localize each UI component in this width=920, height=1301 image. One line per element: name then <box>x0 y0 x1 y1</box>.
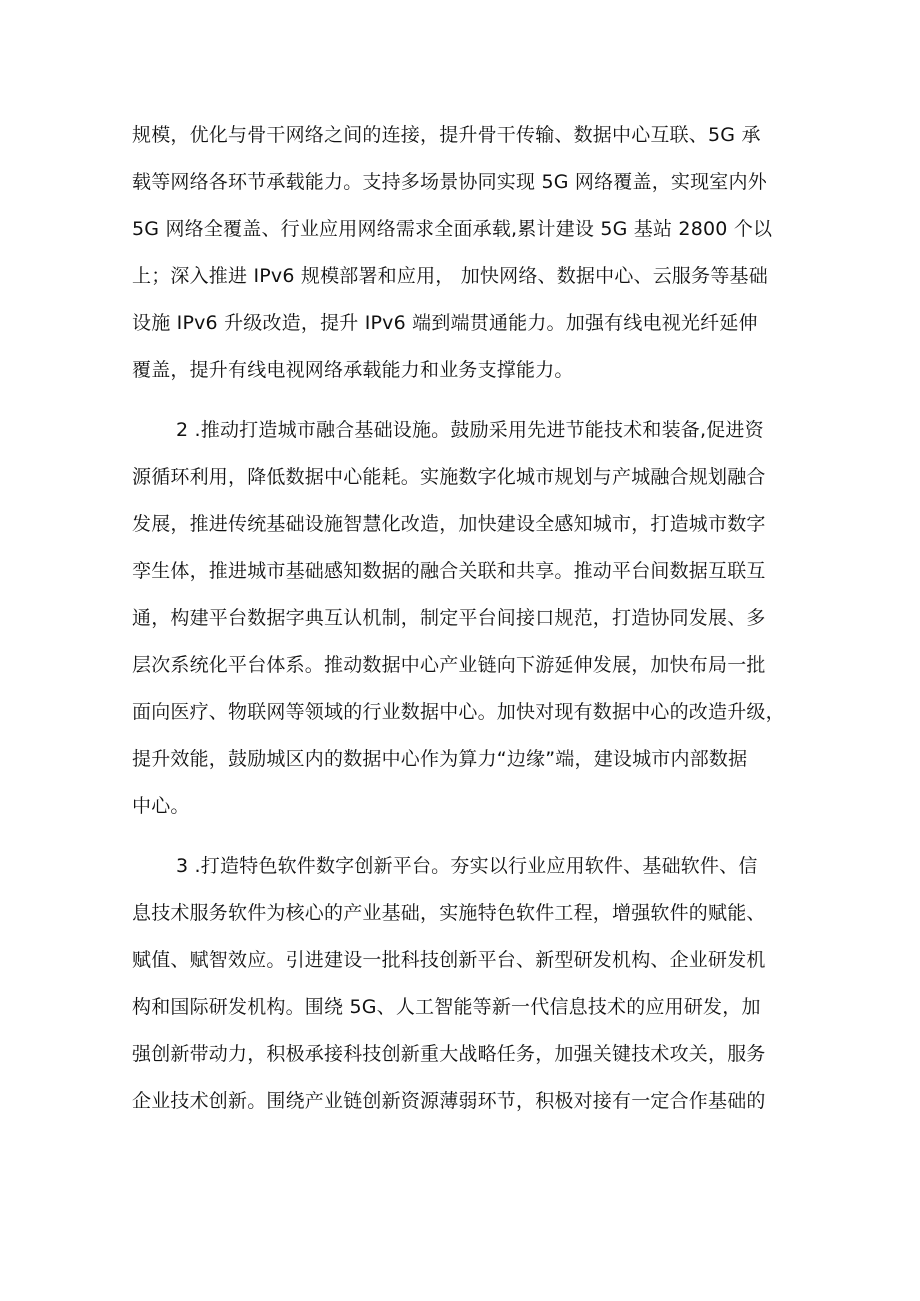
p1-line-1: 规模，优化与骨干网络之间的连接，提升骨干传输、数据中心互联、5G 承 <box>132 124 761 146</box>
p3-line-3: 赋值、赋智效应。引进建设一批科技创新平台、新型研发机构、企业研发机 <box>132 949 766 971</box>
p3-line-1: 3 .打造特色软件数字创新平台。夯实以行业应用软件、基础软件、信 <box>176 855 758 877</box>
p3-line-4: 构和国际研发机构。围绕 5G、人工智能等新一代信息技术的应用研发，加 <box>132 996 761 1018</box>
p2-line-7: 面向医疗、物联网等领域的行业数据中心。加快对现有数据中心的改造升级， <box>132 701 785 723</box>
p3-line-5: 强创新带动力，积极承接科技创新重大战略任务，加强关键技术攻关，服务 <box>132 1043 766 1065</box>
body-text <box>132 0 800 1301</box>
p2-line-4: 孪生体，推进城市基础感知数据的融合关联和共享。推动平台间数据互联互 <box>132 560 766 582</box>
p2-line-6: 层次系统化平台体系。推动数据中心产业链向下游延伸发展，加快布局一批 <box>132 654 766 676</box>
p3-line-2: 息技术服务软件为核心的产业基础，实施特色软件工程，增强软件的赋能、 <box>132 902 766 924</box>
p1-line-5: 设施 IPv6 升级改造，提升 IPv6 端到端贯通能力。加强有线电视光纤延伸 <box>132 312 758 334</box>
p2-line-1: 2 .推动打造城市融合基础设施。鼓励采用先进节能技术和装备,促进资 <box>176 419 764 441</box>
p1-line-6: 覆盖，提升有线电视网络承载能力和业务支撑能力。 <box>132 359 574 381</box>
p2-line-9: 中心。 <box>132 795 190 817</box>
p2-line-5: 通，构建平台数据字典互认机制，制定平台间接口规范，打造协同发展、多 <box>132 607 766 629</box>
p2-line-2: 源循环利用，降低数据中心能耗。实施数字化城市规划与产城融合规划融合 <box>132 466 766 488</box>
p2-line-8: 提升效能，鼓励城区内的数据中心作为算力“边缘”端，建设城市内部数据 <box>132 748 748 770</box>
p1-line-2: 载等网络各环节承载能力。支持多场景协同实现 5G 网络覆盖，实现室内外 <box>132 171 767 193</box>
p3-line-6: 企业技术创新。围绕产业链创新资源薄弱环节，积极对接有一定合作基础的 <box>132 1090 766 1112</box>
p1-line-3: 5G 网络全覆盖、行业应用网络需求全面承载,累计建设 5G 基站 2800 个以 <box>132 218 773 240</box>
p2-line-3: 发展，推进传统基础设施智慧化改造，加快建设全感知城市，打造城市数字 <box>132 513 766 535</box>
p1-line-4: 上；深入推进 IPv6 规模部署和应用， 加快网络、数据中心、云服务等基础 <box>132 265 768 287</box>
